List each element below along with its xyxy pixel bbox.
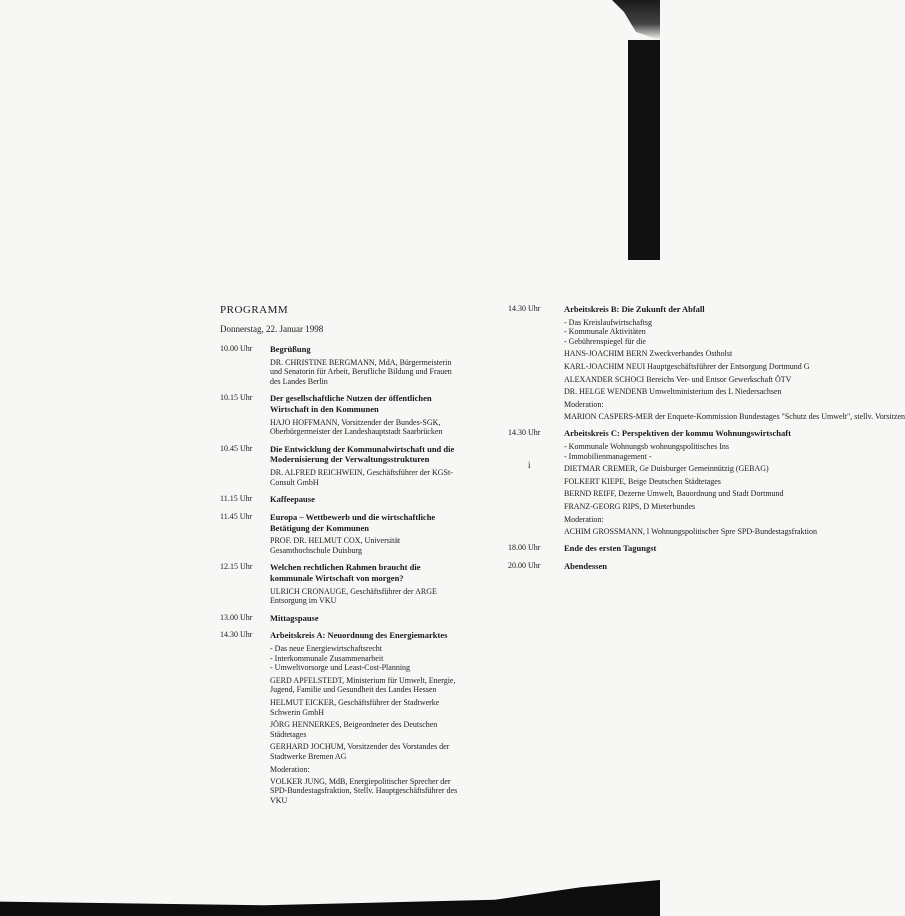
item-time: 11.45 Uhr	[220, 511, 253, 521]
scan-shadow-bottom	[0, 880, 660, 916]
topic-item: - Umweltvorsorge und Least-Cost-Planning	[270, 663, 411, 673]
program-item	[508, 304, 905, 421]
item-heading: Abendessen	[564, 560, 607, 571]
item-heading: Kaffeepause	[270, 494, 315, 505]
item-heading: Arbeitskreis C: Perspektiven der kommu Wohnungswirtschaft	[564, 428, 791, 439]
program-item	[508, 428, 817, 536]
program-item	[220, 613, 460, 624]
program-right-column	[508, 304, 905, 578]
item-time: 14.30 Uhr	[220, 630, 253, 640]
item-heading: Mittagspause	[270, 612, 319, 623]
item-heading: Die Entwicklung der Kommunalwirtschaft und die Modernisierung der Verwaltungsstrukturen	[270, 443, 455, 465]
topic-list	[564, 442, 729, 461]
speaker-entry: HELMUT EICKER, Geschäftsführer der Stadtwerke Schwerin GmbH	[270, 698, 440, 717]
scan-shadow-top	[600, 0, 660, 40]
topic-list	[270, 644, 460, 673]
speaker-entry: DR. ALFRED REICHWEIN, Geschäftsführer der KGSt-Consult GmbH	[270, 468, 453, 487]
program-left-column	[220, 304, 460, 812]
topic-item: - Das neue Energiewirtschaftsrecht	[270, 644, 383, 654]
moderation-label: Moderation:	[564, 514, 604, 524]
item-heading: Der gesellschaftliche Nutzen der öffentlichen Wirtschaft in den Kommunen	[270, 393, 432, 415]
program-item	[220, 444, 460, 487]
speaker-entry: DR. HELGE WENDENB Umweltministerium des L Niedersachsen	[564, 387, 782, 397]
speaker-entry: DIETMAR CREMER, Ge Duisburger Gemeinnützig (GEBAG)	[564, 464, 769, 474]
item-time: 14.30 Uhr	[508, 304, 541, 313]
scan-shadow-right	[628, 40, 660, 260]
speaker-entry: GERD APFELSTEDT, Ministerium für Umwelt, Energie, Jugend, Familie und Gesundheit des Landes Hessen	[270, 675, 456, 695]
item-heading: Arbeitskreis B: Die Zukunft der Abfall	[564, 304, 705, 314]
program-item	[220, 630, 460, 805]
program-item	[220, 393, 460, 436]
right-items	[508, 304, 905, 571]
speaker-entry: GERHARD JOCHUM, Vorsitzender des Vorstandes der Stadtwerke Bremen AG	[270, 742, 450, 761]
item-heading: Begrüßung	[270, 344, 311, 354]
item-heading: Ende des ersten Tagungst	[564, 543, 657, 554]
item-time: 10.15 Uhr	[220, 393, 253, 403]
program-item	[508, 543, 660, 554]
program-item	[508, 561, 660, 572]
topic-item: - Interkommunale Zusammenarbeit	[270, 653, 384, 663]
item-time: 13.00 Uhr	[220, 612, 253, 622]
moderation-label: Moderation:	[270, 764, 310, 774]
program-item	[220, 344, 460, 386]
speaker-entry: BERND REIFF, Dezerne Umwelt, Bauordnung und Stadt Dortmund	[564, 489, 784, 499]
program-item	[220, 562, 460, 605]
topic-item: - Kommunale Wohnungsb wohnungspolitisches Ins	[564, 442, 729, 451]
topic-item: - Gebührenspiegel für die	[564, 336, 646, 346]
speaker-entry: KARL-JOACHIM NEUI Hauptgeschäftsführer der Entsorgung Dortmund G	[564, 362, 810, 371]
moderator-entry: MARION CASPERS-MER der Enquete-Kommission Bundestages "Schutz des Umwelt", stellv. Vorsitzen	[564, 411, 905, 421]
topic-item: - Immobilienmanagement -	[564, 451, 652, 461]
item-time: 10.45 Uhr	[220, 443, 253, 453]
item-time: 10.00 Uhr	[220, 344, 253, 353]
moderation-label: Moderation:	[564, 399, 604, 409]
item-time: 12.15 Uhr	[220, 562, 253, 572]
item-time: 20.00 Uhr	[508, 560, 541, 570]
speaker-entry: FRANZ-GEORG RIPS, D Mieterbundes	[564, 501, 696, 511]
speaker-entry: ALEXANDER SCHOCI Bereichs Ver- und Entsor Gewerkschaft ÖTV	[564, 374, 792, 384]
left-items	[220, 344, 460, 805]
program-item	[220, 512, 460, 555]
topic-list	[564, 318, 660, 347]
speaker-entry: ULRICH CRONAUGE, Geschäftsführer der ARGE Entsorgung im VKU	[270, 586, 437, 606]
speaker-entry: PROF. DR. HELMUT COX, Universität Gesamthochschule Duisburg	[270, 536, 401, 555]
stray-mark: i	[528, 460, 531, 470]
topic-item: - Kommunale Aktivitäten	[564, 327, 646, 337]
speaker-entry: HANS-JOACHIM BERN Zweckverbandes Ostholst	[564, 349, 733, 359]
item-time: 11.15 Uhr	[220, 494, 253, 504]
speaker-entry: DR. CHRISTINE BERGMANN, MdA, Bürgermeisterin und Senatorin für Arbeit, Berufliche Bildung und Frauen des Landes Berlin	[270, 357, 452, 386]
program-date: Donnerstag, 22. Januar 1998	[220, 324, 324, 334]
moderator-entry: ACHIM GROSSMANN, l Wohnungspolitischer Spre SPD-Bundestagsfraktion	[564, 526, 817, 536]
moderator-entry: VOLKER JUNG, MdB, Energiepolitischer Sprecher der SPD-Bundestagsfraktion, Stellv. Hauptgeschäftsführer des VKU	[270, 776, 458, 805]
item-heading: Welchen rechtlichen Rahmen braucht die kommunale Wirtschaft von morgen?	[270, 562, 421, 583]
program-title: PROGRAMM	[220, 304, 289, 316]
item-time: 14.30 Uhr	[508, 428, 541, 438]
item-heading: Europa – Wettbewerb und die wirtschaftliche Betätigung der Kommunen	[270, 511, 436, 533]
program-item	[220, 494, 460, 505]
item-heading: Arbeitskreis A: Neuordnung des Energiemarktes	[270, 630, 448, 641]
item-time: 18.00 Uhr	[508, 543, 541, 553]
speaker-entry: FOLKERT KIEPE, Beige Deutschen Städtetages	[564, 476, 721, 486]
topic-item: - Das Kreislaufwirtschaftsg	[564, 317, 652, 327]
speaker-entry: HAJO HOFFMANN, Vorsitzender der Bundes-SGK, Oberbürgermeister der Landeshauptstadt Saarbrücken	[270, 417, 443, 437]
speaker-entry: JÖRG HENNERKES, Beigeordneter des Deutschen Städtetages	[270, 720, 438, 739]
